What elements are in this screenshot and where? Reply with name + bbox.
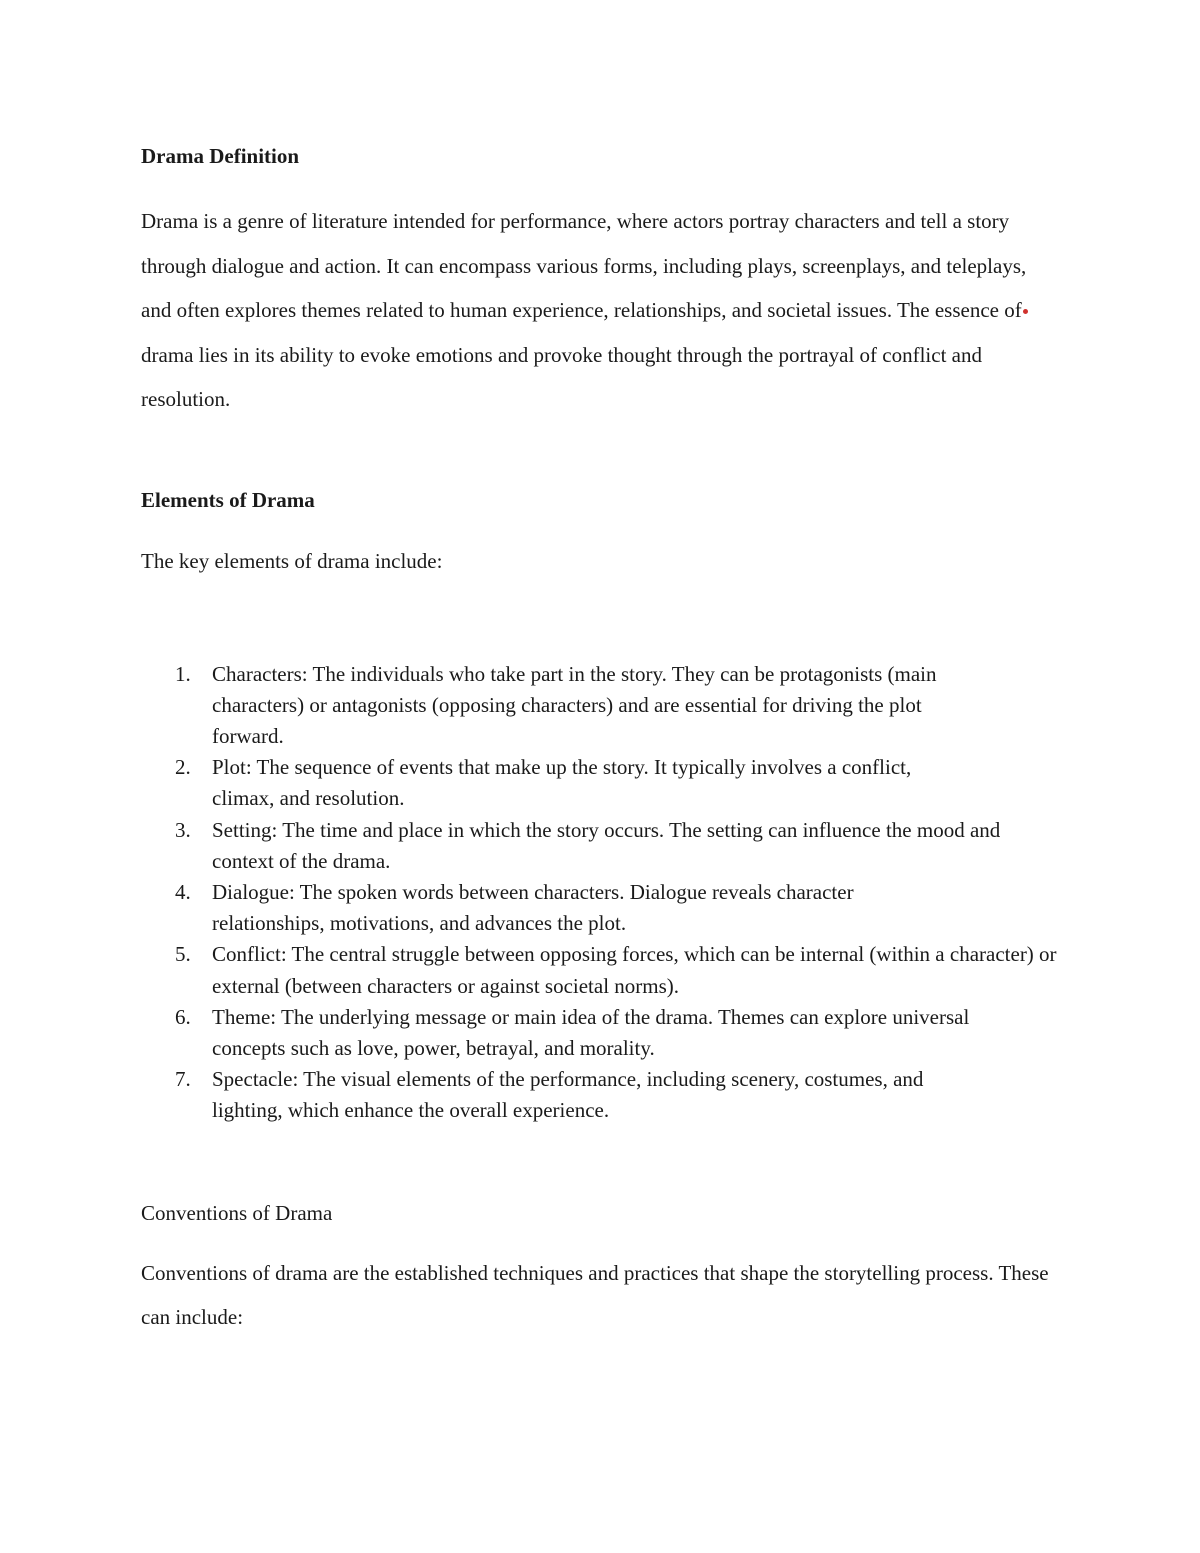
list-item: [141, 877, 1061, 939]
list-item: [141, 659, 1061, 753]
definition-text-part-2: drama lies in its ability to evoke emotions and provoke thought through the portrayal of conflict and resolution.: [141, 342, 982, 411]
list-item: [141, 1064, 1061, 1126]
comment-marker-icon: [1023, 309, 1028, 314]
list-item-number: 3.: [175, 817, 191, 842]
list-item-number: 1.: [175, 661, 191, 686]
list-item: [141, 939, 1061, 1001]
list-item-number: 6.: [175, 1004, 191, 1029]
conventions-heading: Conventions of Drama: [141, 1200, 333, 1225]
definition-text-part-1: Drama is a genre of literature intended for performance, where actors portray characters and tell a story through dialogue and action. It can encompass various forms, including plays, screenplays, and teleplays, and often explores themes related to human experience, relationships, and societal issues. The essence of: [141, 209, 1027, 322]
elements-heading: Elements of Drama: [141, 487, 315, 512]
conventions-paragraph: Conventions of drama are the established techniques and practices that shape the storytelling process. These can include:: [141, 1260, 1049, 1330]
list-item-text: Spectacle: The visual elements of the performance, including scenery, costumes, and lighting, which enhance the overall experience.: [212, 1067, 924, 1123]
list-item-text: Theme: The underlying message or main idea of the drama. Themes can explore universal concepts such as love, power, betrayal, and morality.: [212, 1004, 970, 1060]
list-item-number: 4.: [175, 879, 191, 904]
list-item-text: Conflict: The central struggle between opposing forces, which can be internal (within a character) or external (between characters or against societal norms).: [212, 942, 1057, 998]
elements-intro: The key elements of drama include:: [141, 548, 443, 573]
list-item-text: Setting: The time and place in which the story occurs. The setting can influence the mood and context of the drama.: [212, 817, 1001, 873]
list-item: [141, 1002, 1061, 1064]
list-item: [141, 752, 1061, 814]
list-item-text: Characters: The individuals who take part in the story. They can be protagonists (main characters) or antagonists (opposing characters) and are essential for driving the plot forward.: [212, 661, 937, 748]
list-item-text: Dialogue: The spoken words between characters. Dialogue reveals character relationships, motivations, and advances the plot.: [212, 879, 854, 936]
list-item-text: Plot: The sequence of events that make up the story. It typically involves a conflict, climax, and resolution.: [212, 755, 912, 811]
list-item-number: 5.: [175, 942, 191, 967]
definition-paragraph: [141, 199, 1061, 422]
definition-heading: Drama Definition: [141, 144, 300, 168]
list-item-number: 7.: [175, 1067, 191, 1092]
elements-list: [141, 659, 1061, 1127]
list-item-number: 2.: [175, 755, 191, 780]
document-content: [141, 140, 1061, 1340]
list-item: [141, 815, 1061, 877]
